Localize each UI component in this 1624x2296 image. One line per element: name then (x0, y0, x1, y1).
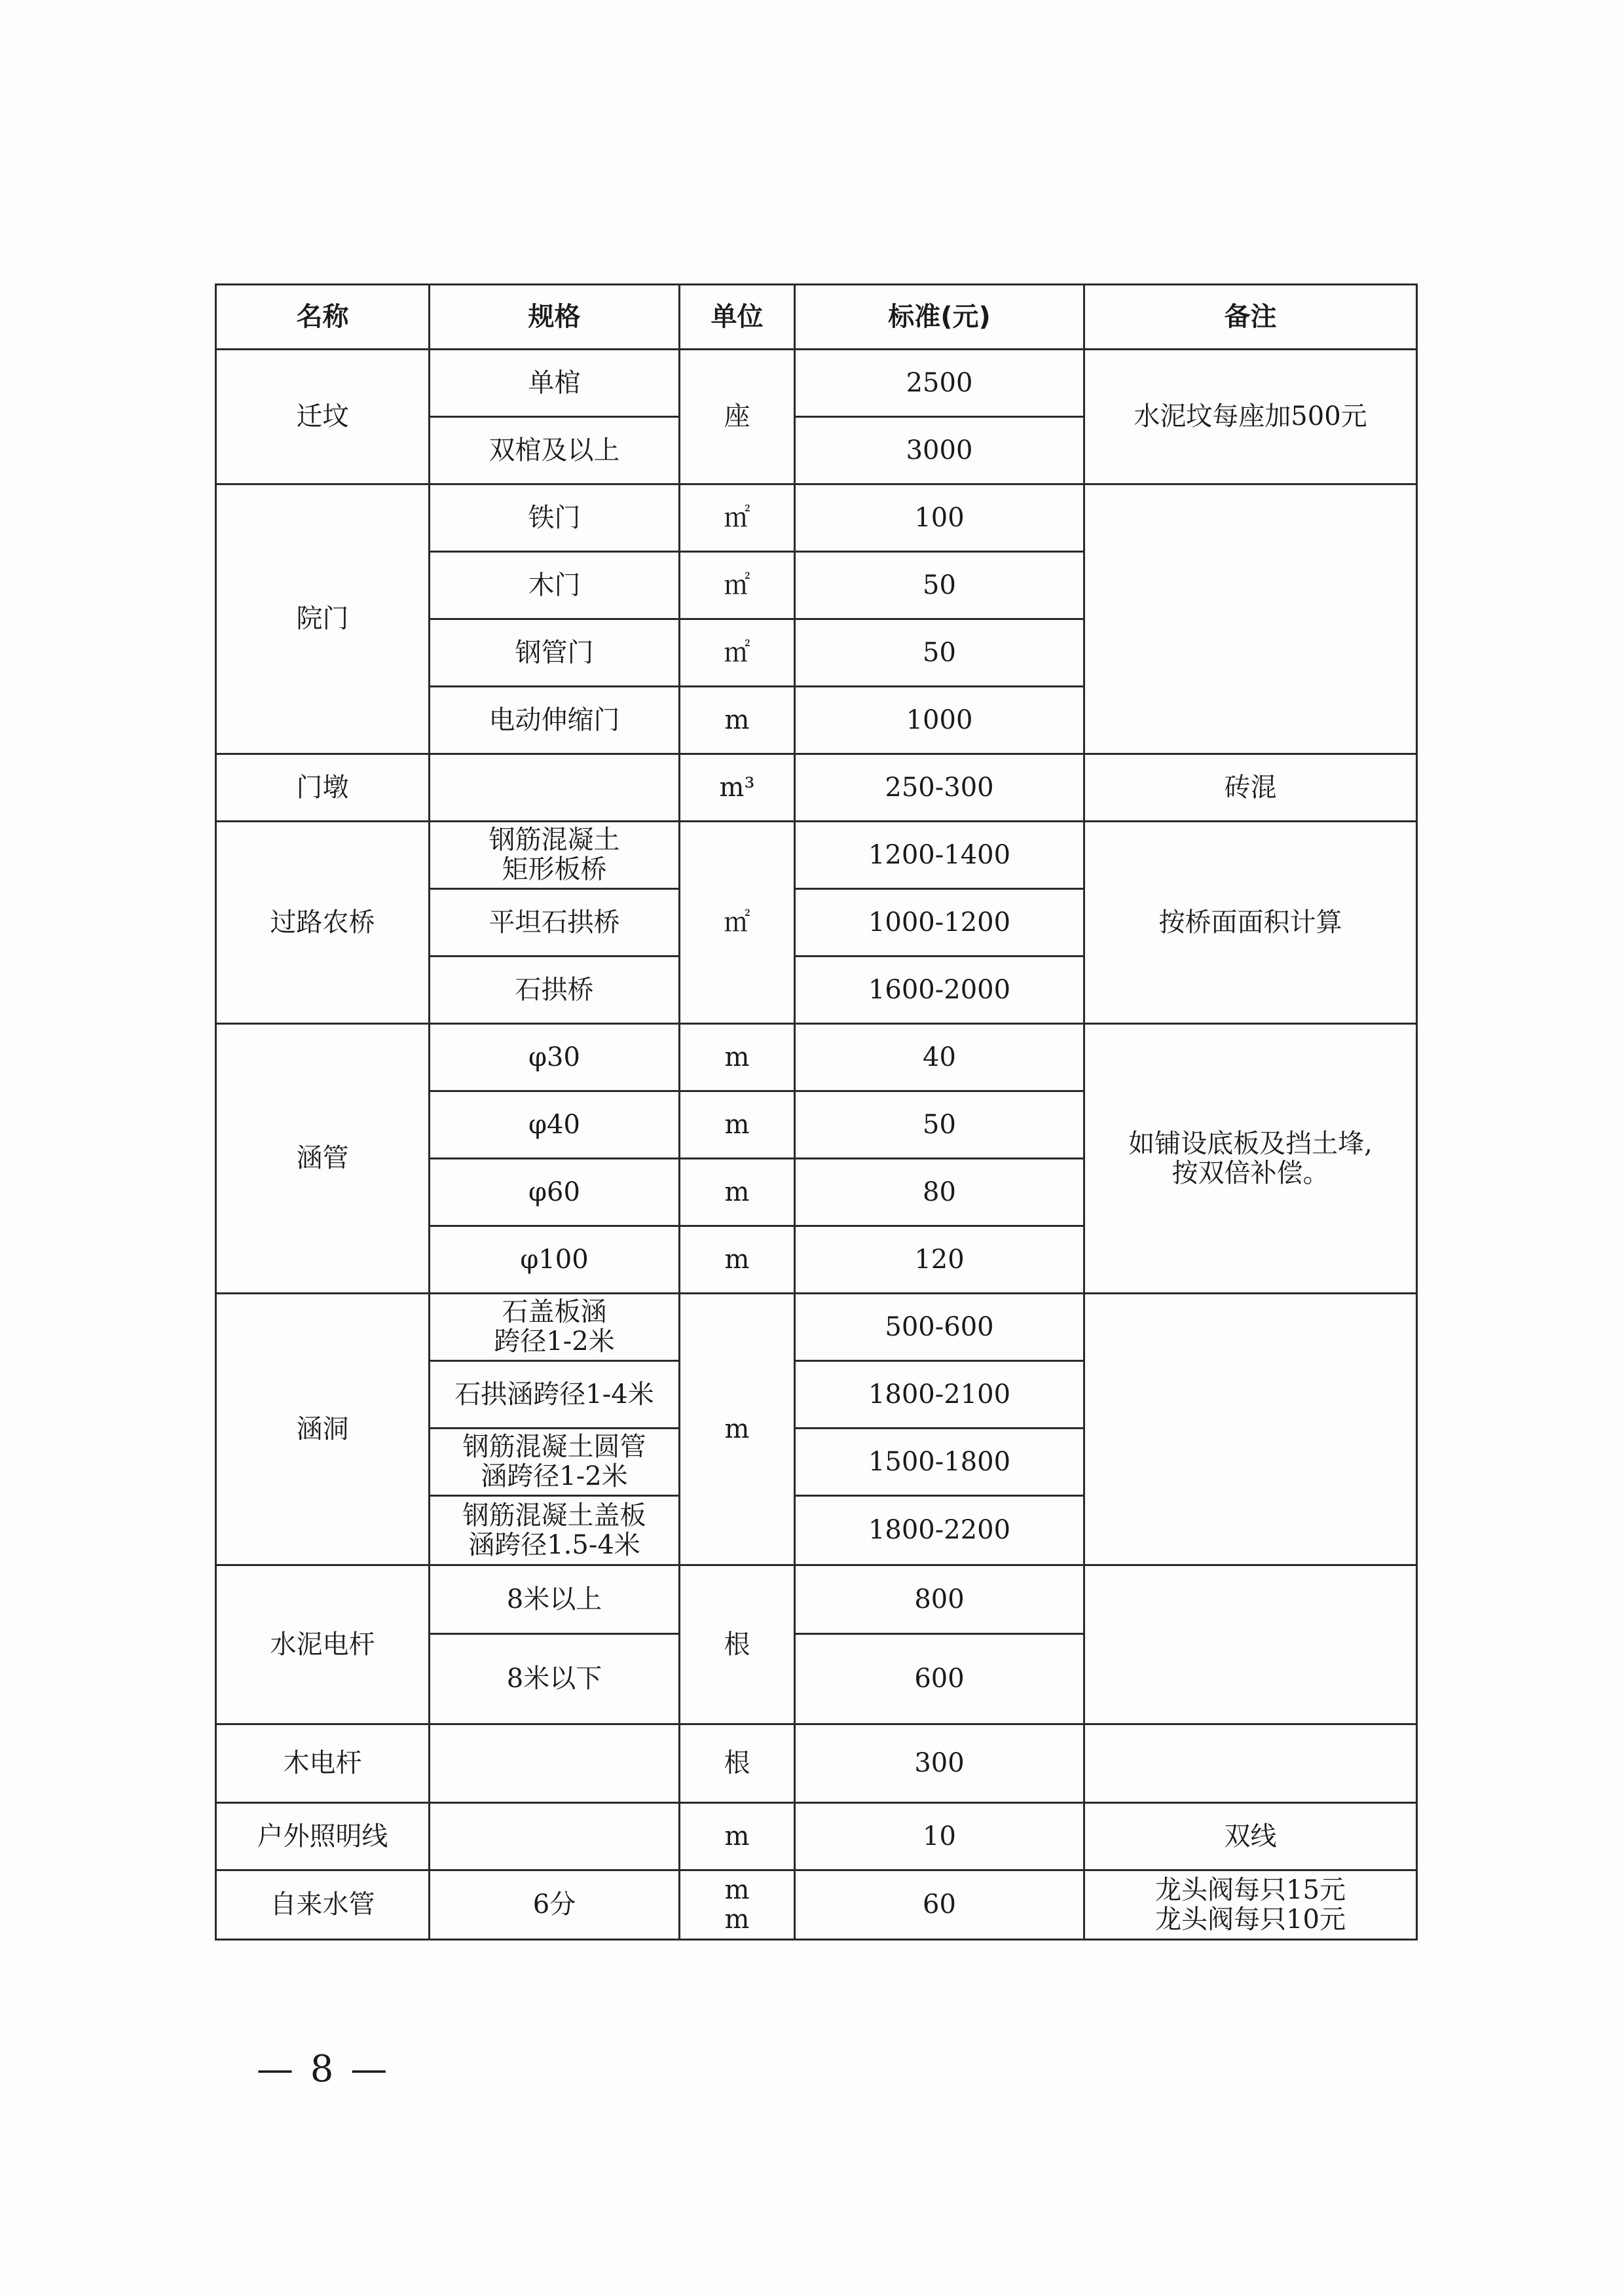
item-standard: 1000-1200 (795, 889, 1084, 957)
item-unit: m³ (680, 754, 795, 822)
item-name: 水泥电杆 (216, 1565, 430, 1724)
header-unit: 单位 (680, 285, 795, 350)
item-spec: 木门 (430, 552, 680, 619)
item-standard: 10 (795, 1803, 1084, 1870)
item-note: 水泥坟每座加500元 (1084, 350, 1417, 484)
item-name: 涵管 (216, 1024, 430, 1294)
item-standard: 1800-2100 (795, 1361, 1084, 1429)
item-unit: ㎡ (680, 484, 795, 552)
table-row (216, 1565, 1417, 1634)
item-spec (430, 1724, 680, 1803)
item-spec: φ40 (430, 1091, 680, 1159)
item-unit: 座 (680, 350, 795, 484)
item-spec: 6分 (430, 1870, 680, 1940)
item-note: 如铺设底板及挡土埄, 按双倍补偿。 (1084, 1024, 1417, 1294)
item-name: 自来水管 (216, 1870, 430, 1940)
item-note: 龙头阀每只15元 龙头阀每只10元 (1084, 1870, 1417, 1940)
item-standard: 50 (795, 552, 1084, 619)
item-standard: 800 (795, 1565, 1084, 1634)
item-standard: 250-300 (795, 754, 1084, 822)
item-spec: 单棺 (430, 350, 680, 417)
table-row (216, 1870, 1417, 1940)
item-spec: 双棺及以上 (430, 417, 680, 484)
item-standard: 80 (795, 1159, 1084, 1226)
item-standard: 50 (795, 619, 1084, 687)
item-spec (430, 754, 680, 822)
table-row (216, 484, 1417, 552)
header-standard: 标准(元) (795, 285, 1084, 350)
item-standard: 120 (795, 1226, 1084, 1294)
item-unit: m (680, 1159, 795, 1226)
item-spec: 钢筋混凝土 矩形板桥 (430, 822, 680, 889)
header-note: 备注 (1084, 285, 1417, 350)
table-row (216, 1724, 1417, 1803)
item-name: 户外照明线 (216, 1803, 430, 1870)
item-note (1084, 484, 1417, 754)
item-unit: m (680, 1226, 795, 1294)
item-spec: 铁门 (430, 484, 680, 552)
header-spec: 规格 (430, 285, 680, 350)
item-spec (430, 1803, 680, 1870)
item-spec: 电动伸缩门 (430, 687, 680, 754)
item-standard: 50 (795, 1091, 1084, 1159)
item-unit: ㎡ (680, 822, 795, 1024)
item-name: 涵洞 (216, 1294, 430, 1565)
table-row (216, 1294, 1417, 1361)
table-row (216, 822, 1417, 889)
compensation-table (215, 283, 1418, 1941)
item-name: 过路农桥 (216, 822, 430, 1024)
item-spec: 钢筋混凝土盖板 涵跨径1.5-4米 (430, 1496, 680, 1565)
item-standard: 3000 (795, 417, 1084, 484)
item-spec: 石拱涵跨径1-4米 (430, 1361, 680, 1429)
item-name: 门墩 (216, 754, 430, 822)
item-standard: 300 (795, 1724, 1084, 1803)
item-note: 双线 (1084, 1803, 1417, 1870)
item-unit: m (680, 1024, 795, 1091)
item-unit: m m (680, 1870, 795, 1940)
header-row (216, 285, 1417, 350)
item-name: 木电杆 (216, 1724, 430, 1803)
item-standard: 1600-2000 (795, 957, 1084, 1024)
item-note (1084, 1724, 1417, 1803)
item-spec: 石拱桥 (430, 957, 680, 1024)
item-standard: 1500-1800 (795, 1429, 1084, 1496)
item-unit: ㎡ (680, 619, 795, 687)
item-spec: 钢筋混凝土圆管 涵跨径1-2米 (430, 1429, 680, 1496)
item-standard: 60 (795, 1870, 1084, 1940)
item-unit: ㎡ (680, 552, 795, 619)
item-standard: 2500 (795, 350, 1084, 417)
item-spec: 平坦石拱桥 (430, 889, 680, 957)
item-note (1084, 1294, 1417, 1565)
item-unit: m (680, 1803, 795, 1870)
item-unit: m (680, 687, 795, 754)
table-row (216, 1803, 1417, 1870)
item-standard: 500-600 (795, 1294, 1084, 1361)
item-note (1084, 1565, 1417, 1724)
item-unit: m (680, 1091, 795, 1159)
item-name: 院门 (216, 484, 430, 754)
item-spec: 钢管门 (430, 619, 680, 687)
item-standard: 40 (795, 1024, 1084, 1091)
item-standard: 100 (795, 484, 1084, 552)
item-spec: φ100 (430, 1226, 680, 1294)
item-standard: 600 (795, 1634, 1084, 1724)
item-standard: 1200-1400 (795, 822, 1084, 889)
item-spec: 8米以上 (430, 1565, 680, 1634)
table-row (216, 754, 1417, 822)
header-name: 名称 (216, 285, 430, 350)
item-unit: m (680, 1294, 795, 1565)
item-spec: 8米以下 (430, 1634, 680, 1724)
item-standard: 1800-2200 (795, 1496, 1084, 1565)
item-standard: 1000 (795, 687, 1084, 754)
item-note: 按桥面面积计算 (1084, 822, 1417, 1024)
item-note: 砖混 (1084, 754, 1417, 822)
table-row (216, 350, 1417, 417)
item-name: 迁坟 (216, 350, 430, 484)
item-spec: 石盖板涵 跨径1-2米 (430, 1294, 680, 1361)
table-row (216, 1024, 1417, 1091)
page-number: — 8 — (257, 2048, 390, 2090)
item-unit: 根 (680, 1565, 795, 1724)
item-unit: 根 (680, 1724, 795, 1803)
item-spec: φ60 (430, 1159, 680, 1226)
item-spec: φ30 (430, 1024, 680, 1091)
